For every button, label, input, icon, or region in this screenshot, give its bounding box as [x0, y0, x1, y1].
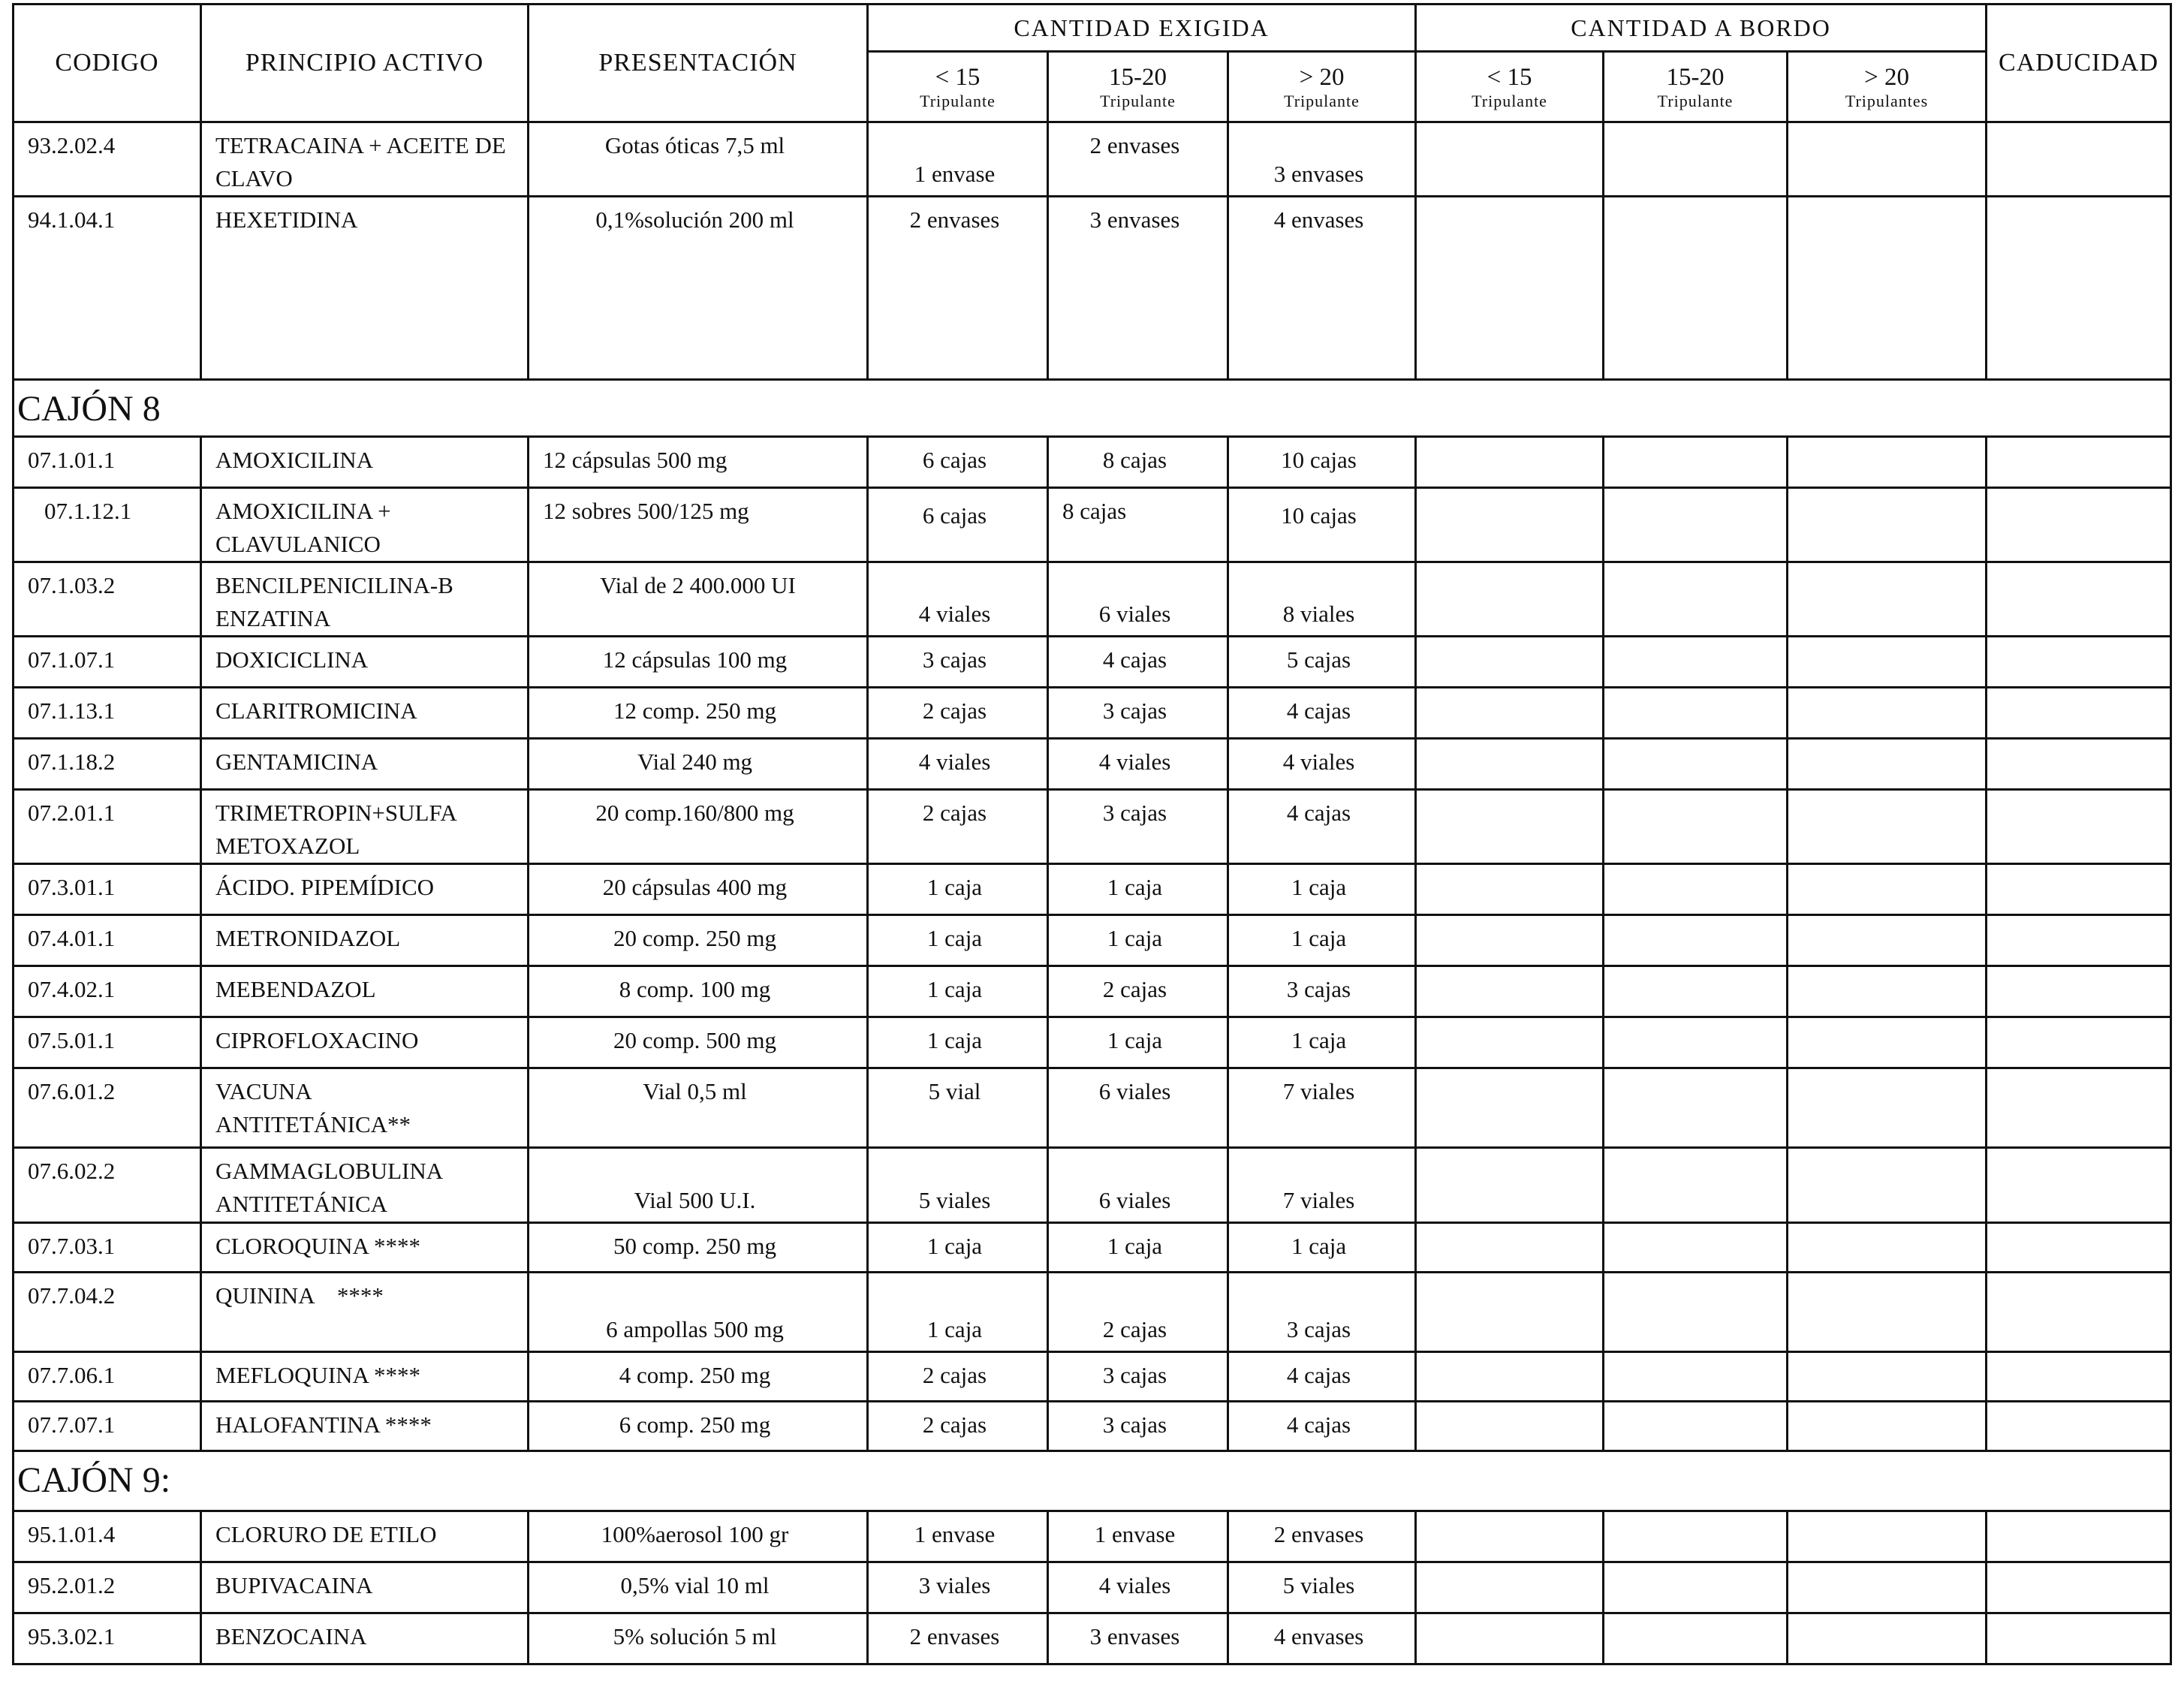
cell-qty-gt20: 4 cajas [1228, 1402, 1416, 1451]
cell-qty-lt15: 1 caja [868, 966, 1048, 1017]
cell-code: 07.5.01.1 [14, 1017, 201, 1068]
cell-bordo-gt20[interactable] [1788, 1017, 1987, 1068]
cell-caducidad[interactable] [1987, 688, 2171, 739]
cell-presentacion: 20 comp. 500 mg [529, 1017, 868, 1068]
cell-qty-15-20: 1 caja [1048, 1017, 1228, 1068]
cell-code: 07.1.01.1 [14, 437, 201, 488]
table-row [14, 864, 2171, 915]
cell-bordo-gt20[interactable] [1788, 1223, 1987, 1273]
cell-presentacion: Gotas óticas 7,5 ml [529, 122, 868, 197]
table-row [14, 197, 2171, 380]
cell-qty-gt20: 5 cajas [1228, 637, 1416, 688]
cell-bordo-lt15[interactable] [1416, 1402, 1604, 1451]
cell-bordo-15-20[interactable] [1604, 488, 1788, 562]
header-cantidad-a-bordo: CANTIDAD A BORDO [1416, 5, 1987, 52]
cell-caducidad[interactable] [1987, 1148, 2171, 1223]
cell-presentacion: 4 comp. 250 mg [529, 1352, 868, 1402]
cell-qty-15-20: 2 envases [1048, 122, 1228, 197]
cell-bordo-gt20[interactable] [1788, 488, 1987, 562]
cell-code: 07.3.01.1 [14, 864, 201, 915]
cell-code: 94.1.04.1 [14, 197, 201, 380]
cell-principio: MEBENDAZOL [201, 966, 529, 1017]
cell-bordo-lt15[interactable] [1416, 1613, 1604, 1664]
cell-qty-gt20: 3 cajas [1228, 1273, 1416, 1352]
cell-bordo-lt15[interactable] [1416, 1223, 1604, 1273]
table-row [14, 437, 2171, 488]
cell-code: 07.1.07.1 [14, 637, 201, 688]
cell-qty-lt15: 5 vial [868, 1068, 1048, 1148]
cell-caducidad[interactable] [1987, 488, 2171, 562]
cell-code: 95.1.01.4 [14, 1511, 201, 1562]
section-title-cajon-8: CAJÓN 8 [14, 380, 2171, 437]
cell-caducidad[interactable] [1987, 1068, 2171, 1148]
cell-bordo-gt20[interactable] [1788, 966, 1987, 1017]
cell-qty-gt20: 10 cajas [1228, 488, 1416, 562]
cell-bordo-lt15[interactable] [1416, 739, 1604, 790]
cell-bordo-lt15[interactable] [1416, 1148, 1604, 1223]
cell-caducidad[interactable] [1987, 1613, 2171, 1664]
cell-caducidad[interactable] [1987, 790, 2171, 864]
cell-presentacion: 5% solución 5 ml [529, 1613, 868, 1664]
cell-bordo-gt20[interactable] [1788, 1613, 1987, 1664]
cell-bordo-lt15[interactable] [1416, 915, 1604, 966]
cell-qty-gt20: 4 cajas [1228, 790, 1416, 864]
cell-qty-gt20: 2 envases [1228, 1511, 1416, 1562]
table-row [14, 488, 2171, 562]
cell-caducidad[interactable] [1987, 197, 2171, 380]
cell-principio: AMOXICILINA [201, 437, 529, 488]
cell-bordo-gt20[interactable] [1788, 122, 1987, 197]
cell-qty-lt15: 1 caja [868, 1273, 1048, 1352]
cell-qty-15-20: 4 cajas [1048, 637, 1228, 688]
cell-qty-lt15: 1 envase [868, 122, 1048, 197]
cell-qty-15-20: 1 envase [1048, 1511, 1228, 1562]
cell-qty-15-20: 6 viales [1048, 1068, 1228, 1148]
cell-bordo-15-20[interactable] [1604, 637, 1788, 688]
cell-bordo-lt15[interactable] [1416, 488, 1604, 562]
cell-caducidad[interactable] [1987, 966, 2171, 1017]
header-exigida-lt15: < 15 Tripulante [868, 52, 1048, 122]
cell-qty-lt15: 4 viales [868, 562, 1048, 637]
cell-qty-15-20: 3 cajas [1048, 790, 1228, 864]
cell-code: 93.2.02.4 [14, 122, 201, 197]
cell-qty-15-20: 3 envases [1048, 1613, 1228, 1664]
cell-qty-15-20: 3 envases [1048, 197, 1228, 380]
cell-qty-lt15: 1 caja [868, 1017, 1048, 1068]
cell-bordo-lt15[interactable] [1416, 1273, 1604, 1352]
cell-bordo-15-20[interactable] [1604, 1613, 1788, 1664]
table-row [14, 1068, 2171, 1148]
cell-bordo-gt20[interactable] [1788, 1148, 1987, 1223]
cell-bordo-gt20[interactable] [1788, 1068, 1987, 1148]
cell-presentacion: 12 sobres 500/125 mg [529, 488, 868, 562]
cell-code: 07.7.06.1 [14, 1352, 201, 1402]
cell-qty-lt15: 2 envases [868, 1613, 1048, 1664]
cell-principio: CLARITROMICINA [201, 688, 529, 739]
cell-presentacion: 12 cápsulas 500 mg [529, 437, 868, 488]
table-row [14, 915, 2171, 966]
medication-inventory-table [12, 3, 2172, 1665]
cell-principio: GAMMAGLOBULINA ANTITETÁNICA [201, 1148, 529, 1223]
cell-presentacion: 50 comp. 250 mg [529, 1223, 868, 1273]
cell-code: 07.6.01.2 [14, 1068, 201, 1148]
cell-bordo-15-20[interactable] [1604, 562, 1788, 637]
cell-principio: TETRACAINA + ACEITE DE CLAVO [201, 122, 529, 197]
cell-qty-lt15: 2 cajas [868, 1352, 1048, 1402]
cell-bordo-15-20[interactable] [1604, 1352, 1788, 1402]
cell-presentacion: Vial 240 mg [529, 739, 868, 790]
header-exigida-15-20: 15-20 Tripulante [1048, 52, 1228, 122]
cell-bordo-lt15[interactable] [1416, 197, 1604, 380]
cell-qty-gt20: 4 cajas [1228, 1352, 1416, 1402]
cell-bordo-lt15[interactable] [1416, 966, 1604, 1017]
cell-caducidad[interactable] [1987, 739, 2171, 790]
cell-bordo-gt20[interactable] [1788, 790, 1987, 864]
cell-principio: VACUNA ANTITETÁNICA** [201, 1068, 529, 1148]
cell-principio: BENZOCAINA [201, 1613, 529, 1664]
cell-bordo-lt15[interactable] [1416, 1352, 1604, 1402]
table-row [14, 790, 2171, 864]
cell-caducidad[interactable] [1987, 437, 2171, 488]
cell-caducidad[interactable] [1987, 1223, 2171, 1273]
cell-caducidad[interactable] [1987, 1562, 2171, 1613]
cell-qty-15-20: 2 cajas [1048, 966, 1228, 1017]
cell-bordo-15-20[interactable] [1604, 1223, 1788, 1273]
section-row [14, 1451, 2171, 1511]
cell-bordo-lt15[interactable] [1416, 1562, 1604, 1613]
cell-bordo-15-20[interactable] [1604, 790, 1788, 864]
cell-caducidad[interactable] [1987, 637, 2171, 688]
cell-presentacion: Vial 0,5 ml [529, 1068, 868, 1148]
cell-qty-lt15: 6 cajas [868, 437, 1048, 488]
cell-bordo-15-20[interactable] [1604, 1402, 1788, 1451]
cell-qty-gt20: 1 caja [1228, 1223, 1416, 1273]
header-presentacion: PRESENTACIÓN [529, 5, 868, 122]
cell-code: 95.3.02.1 [14, 1613, 201, 1664]
cell-presentacion: 100%aerosol 100 gr [529, 1511, 868, 1562]
cell-caducidad[interactable] [1987, 1352, 2171, 1402]
cell-bordo-gt20[interactable] [1788, 739, 1987, 790]
cell-bordo-15-20[interactable] [1604, 739, 1788, 790]
cell-qty-lt15: 6 cajas [868, 488, 1048, 562]
cell-principio: ÁCIDO. PIPEMÍDICO [201, 864, 529, 915]
table-row [14, 1562, 2171, 1613]
cell-qty-15-20: 2 cajas [1048, 1273, 1228, 1352]
cell-qty-15-20: 4 viales [1048, 739, 1228, 790]
table-row [14, 1148, 2171, 1223]
cell-principio: CLORURO DE ETILO [201, 1511, 529, 1562]
cell-bordo-lt15[interactable] [1416, 688, 1604, 739]
cell-qty-15-20: 8 cajas [1048, 437, 1228, 488]
cell-bordo-lt15[interactable] [1416, 1017, 1604, 1068]
cell-bordo-lt15[interactable] [1416, 637, 1604, 688]
header-bordo-lt15: < 15 Tripulante [1416, 52, 1604, 122]
cell-qty-lt15: 3 viales [868, 1562, 1048, 1613]
cell-bordo-gt20[interactable] [1788, 915, 1987, 966]
cell-caducidad[interactable] [1987, 122, 2171, 197]
cell-caducidad[interactable] [1987, 1273, 2171, 1352]
cell-qty-lt15: 4 viales [868, 739, 1048, 790]
table-row [14, 1511, 2171, 1562]
cell-bordo-gt20[interactable] [1788, 437, 1987, 488]
cell-code: 07.6.02.2 [14, 1148, 201, 1223]
cell-caducidad[interactable] [1987, 1402, 2171, 1451]
cell-qty-gt20: 7 viales [1228, 1148, 1416, 1223]
table-row [14, 122, 2171, 197]
cell-code: 07.1.12.1 [14, 488, 201, 562]
cell-principio: AMOXICILINA + CLAVULANICO [201, 488, 529, 562]
header-principio-activo: PRINCIPIO ACTIVO [201, 5, 529, 122]
cell-bordo-15-20[interactable] [1604, 1148, 1788, 1223]
cell-principio: QUININA **** [201, 1273, 529, 1352]
cell-bordo-gt20[interactable] [1788, 864, 1987, 915]
cell-code: 07.7.07.1 [14, 1402, 201, 1451]
table-row [14, 1402, 2171, 1451]
cell-bordo-gt20[interactable] [1788, 197, 1987, 380]
section-title-cajon-9: CAJÓN 9: [14, 1451, 2171, 1511]
cell-code: 07.7.04.2 [14, 1273, 201, 1352]
cell-qty-15-20: 4 viales [1048, 1562, 1228, 1613]
cell-code: 07.1.18.2 [14, 739, 201, 790]
cell-presentacion: 12 comp. 250 mg [529, 688, 868, 739]
cell-code: 95.2.01.2 [14, 1562, 201, 1613]
cell-bordo-gt20[interactable] [1788, 1402, 1987, 1451]
cell-presentacion: 12 cápsulas 100 mg [529, 637, 868, 688]
cell-qty-gt20: 4 envases [1228, 197, 1416, 380]
cell-code: 07.1.03.2 [14, 562, 201, 637]
cell-qty-gt20: 8 viales [1228, 562, 1416, 637]
cell-qty-gt20: 1 caja [1228, 1017, 1416, 1068]
cell-bordo-gt20[interactable] [1788, 1352, 1987, 1402]
cell-principio: CIPROFLOXACINO [201, 1017, 529, 1068]
table-row [14, 1352, 2171, 1402]
cell-bordo-15-20[interactable] [1604, 1017, 1788, 1068]
cell-bordo-15-20[interactable] [1604, 864, 1788, 915]
cell-presentacion: 20 comp.160/800 mg [529, 790, 868, 864]
cell-qty-gt20: 3 cajas [1228, 966, 1416, 1017]
cell-principio: HALOFANTINA **** [201, 1402, 529, 1451]
cell-qty-gt20: 10 cajas [1228, 437, 1416, 488]
cell-qty-lt15: 3 cajas [868, 637, 1048, 688]
cell-presentacion: 8 comp. 100 mg [529, 966, 868, 1017]
cell-bordo-lt15[interactable] [1416, 437, 1604, 488]
cell-qty-15-20: 6 viales [1048, 1148, 1228, 1223]
cell-bordo-15-20[interactable] [1604, 1511, 1788, 1562]
cell-qty-lt15: 1 caja [868, 915, 1048, 966]
cell-qty-lt15: 1 caja [868, 1223, 1048, 1273]
header-codigo: CODIGO [14, 5, 201, 122]
cell-qty-lt15: 2 cajas [868, 790, 1048, 864]
cell-presentacion: 20 cápsulas 400 mg [529, 864, 868, 915]
cell-qty-lt15: 1 envase [868, 1511, 1048, 1562]
cell-bordo-15-20[interactable] [1604, 122, 1788, 197]
table-row [14, 637, 2171, 688]
cell-qty-gt20: 3 envases [1228, 122, 1416, 197]
cell-principio: GENTAMICINA [201, 739, 529, 790]
cell-code: 07.4.01.1 [14, 915, 201, 966]
cell-principio: BUPIVACAINA [201, 1562, 529, 1613]
cell-bordo-15-20[interactable] [1604, 1562, 1788, 1613]
header-row-top [14, 5, 2171, 52]
header-bordo-gt20: > 20 Tripulantes [1788, 52, 1987, 122]
cell-presentacion: 20 comp. 250 mg [529, 915, 868, 966]
cell-qty-15-20: 3 cajas [1048, 688, 1228, 739]
cell-presentacion: Vial de 2 400.000 UI [529, 562, 868, 637]
cell-qty-gt20: 1 caja [1228, 864, 1416, 915]
table-row [14, 1613, 2171, 1664]
cell-caducidad[interactable] [1987, 864, 2171, 915]
cell-principio: CLOROQUINA **** [201, 1223, 529, 1273]
cell-caducidad[interactable] [1987, 1511, 2171, 1562]
cell-caducidad[interactable] [1987, 562, 2171, 637]
cell-principio: MEFLOQUINA **** [201, 1352, 529, 1402]
header-caducidad: CADUCIDAD [1987, 5, 2171, 122]
table-row [14, 688, 2171, 739]
cell-qty-lt15: 5 viales [868, 1148, 1048, 1223]
cell-bordo-15-20[interactable] [1604, 966, 1788, 1017]
cell-bordo-lt15[interactable] [1416, 1068, 1604, 1148]
cell-code: 07.2.01.1 [14, 790, 201, 864]
cell-bordo-lt15[interactable] [1416, 1511, 1604, 1562]
cell-caducidad[interactable] [1987, 1017, 2171, 1068]
cell-qty-lt15: 1 caja [868, 864, 1048, 915]
table-row [14, 562, 2171, 637]
cell-principio: METRONIDAZOL [201, 915, 529, 966]
cell-principio: DOXICICLINA [201, 637, 529, 688]
cell-qty-15-20: 1 caja [1048, 915, 1228, 966]
header-exigida-gt20: > 20 Tripulante [1228, 52, 1416, 122]
cell-qty-15-20: 3 cajas [1048, 1402, 1228, 1451]
cell-principio: TRIMETROPIN+SULFA METOXAZOL [201, 790, 529, 864]
cell-code: 07.7.03.1 [14, 1223, 201, 1273]
section-row [14, 380, 2171, 437]
cell-qty-gt20: 4 envases [1228, 1613, 1416, 1664]
cell-qty-gt20: 4 viales [1228, 739, 1416, 790]
cell-bordo-15-20[interactable] [1604, 197, 1788, 380]
cell-principio: HEXETIDINA [201, 197, 529, 380]
cell-bordo-15-20[interactable] [1604, 1273, 1788, 1352]
cell-bordo-lt15[interactable] [1416, 864, 1604, 915]
cell-qty-15-20: 8 cajas [1048, 488, 1228, 562]
cell-qty-lt15: 2 cajas [868, 688, 1048, 739]
cell-qty-lt15: 2 cajas [868, 1402, 1048, 1451]
cell-bordo-gt20[interactable] [1788, 1562, 1987, 1613]
cell-bordo-gt20[interactable] [1788, 637, 1987, 688]
cell-bordo-15-20[interactable] [1604, 437, 1788, 488]
cell-qty-gt20: 4 cajas [1228, 688, 1416, 739]
cell-presentacion: 0,1%solución 200 ml [529, 197, 868, 380]
table-row [14, 1273, 2171, 1352]
cell-qty-lt15: 2 envases [868, 197, 1048, 380]
cell-bordo-gt20[interactable] [1788, 1273, 1987, 1352]
cell-qty-gt20: 1 caja [1228, 915, 1416, 966]
cell-bordo-gt20[interactable] [1788, 1511, 1987, 1562]
cell-bordo-15-20[interactable] [1604, 688, 1788, 739]
cell-qty-gt20: 5 viales [1228, 1562, 1416, 1613]
cell-bordo-15-20[interactable] [1604, 915, 1788, 966]
cell-qty-gt20: 7 viales [1228, 1068, 1416, 1148]
cell-bordo-gt20[interactable] [1788, 562, 1987, 637]
cell-bordo-lt15[interactable] [1416, 122, 1604, 197]
cell-code: 07.4.02.1 [14, 966, 201, 1017]
cell-qty-15-20: 3 cajas [1048, 1352, 1228, 1402]
header-cantidad-exigida: CANTIDAD EXIGIDA [868, 5, 1416, 52]
cell-bordo-lt15[interactable] [1416, 562, 1604, 637]
cell-bordo-gt20[interactable] [1788, 688, 1987, 739]
cell-qty-15-20: 1 caja [1048, 1223, 1228, 1273]
cell-bordo-15-20[interactable] [1604, 1068, 1788, 1148]
cell-bordo-lt15[interactable] [1416, 790, 1604, 864]
cell-caducidad[interactable] [1987, 915, 2171, 966]
cell-code: 07.1.13.1 [14, 688, 201, 739]
header-bordo-15-20: 15-20 Tripulante [1604, 52, 1788, 122]
table-row [14, 966, 2171, 1017]
cell-presentacion: 6 comp. 250 mg [529, 1402, 868, 1451]
table-row [14, 739, 2171, 790]
cell-qty-15-20: 6 viales [1048, 562, 1228, 637]
table-row [14, 1017, 2171, 1068]
cell-presentacion: 6 ampollas 500 mg [529, 1273, 868, 1352]
cell-qty-15-20: 1 caja [1048, 864, 1228, 915]
cell-presentacion: 0,5% vial 10 ml [529, 1562, 868, 1613]
cell-principio: BENCILPENICILINA-B ENZATINA [201, 562, 529, 637]
cell-presentacion: Vial 500 U.I. [529, 1148, 868, 1223]
table-row [14, 1223, 2171, 1273]
